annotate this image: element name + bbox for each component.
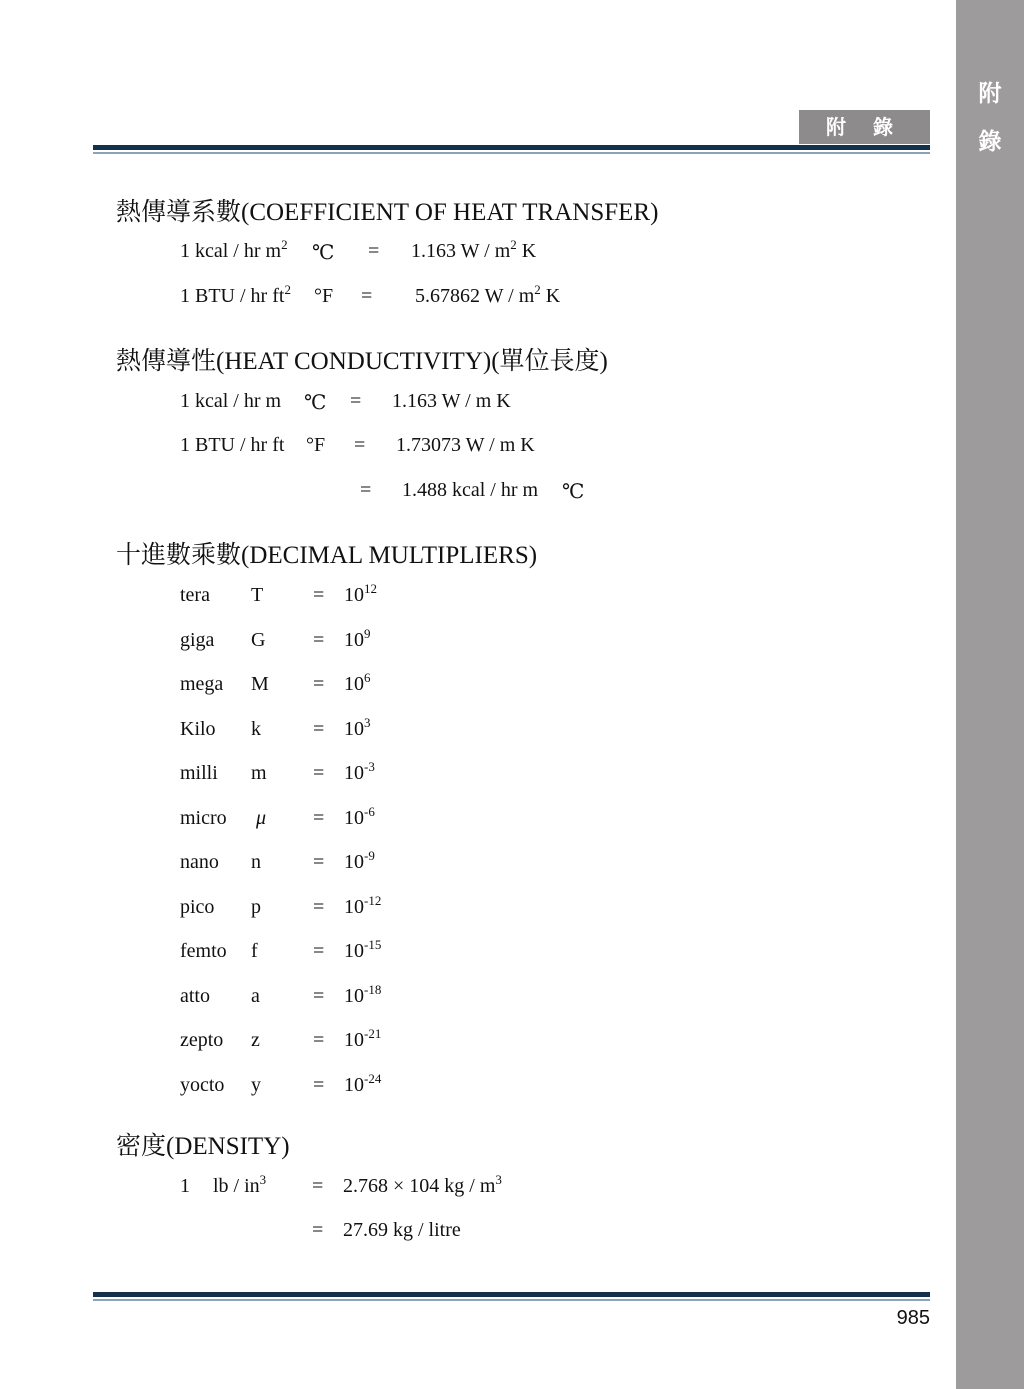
multiplier-symbol: y xyxy=(251,1074,261,1096)
multiplier-prefix: femto xyxy=(180,940,227,962)
row-equals: = xyxy=(312,1219,324,1241)
side-tab-char: 錄 xyxy=(978,129,1002,155)
multiplier-symbol: G xyxy=(251,629,266,651)
multiplier-symbol: M xyxy=(251,673,269,695)
multiplier-equals: = xyxy=(313,718,325,740)
row-equals: = xyxy=(354,434,366,456)
multiplier-symbol: p xyxy=(251,896,261,918)
section-title-heat-conductivity: 熱傳導性(HEAT CONDUCTIVITY)(單位長度) xyxy=(116,348,608,375)
multiplier-value: $10^{-18}$ xyxy=(344,982,382,1007)
row-unit: ℃ xyxy=(562,481,585,503)
side-tab-char: 附 xyxy=(978,81,1002,107)
side-chapter-tab xyxy=(956,0,1024,1389)
row-equals: = xyxy=(360,479,372,501)
multiplier-equals: = xyxy=(313,851,325,873)
multiplier-equals: = xyxy=(313,673,325,695)
multiplier-value: $10^{-9}$ xyxy=(344,848,375,873)
row-rhs: 1.73073 W / m K xyxy=(396,434,535,456)
multiplier-symbol: a xyxy=(251,985,260,1007)
page-number: 985 xyxy=(896,1307,930,1329)
row-rhs: 1.163 W / m K xyxy=(392,390,511,412)
row-equals: = xyxy=(312,1175,324,1197)
multiplier-symbol: f xyxy=(251,940,258,962)
section-title-decimal-multipliers: 十進數乘數(DECIMAL MULTIPLIERS) xyxy=(116,542,538,569)
row-lhs: 1 kcal / hr $m^2$ xyxy=(180,237,288,262)
multiplier-prefix: Kilo xyxy=(180,718,216,740)
row-rhs: 1.488 kcal / hr m xyxy=(402,479,539,501)
row-equals: = xyxy=(361,285,373,307)
multiplier-symbol: μ xyxy=(256,807,267,829)
multiplier-prefix: pico xyxy=(180,896,215,918)
row-lhs: 1 kcal / hr m xyxy=(180,390,282,412)
multiplier-value: $10^{12}$ xyxy=(344,581,377,606)
row-rhs: 2.768 × 104 kg / $m^3$ xyxy=(343,1172,502,1197)
section-title-heat-transfer: 熱傳導系數(COEFFICIENT OF HEAT TRANSFER) xyxy=(116,199,659,226)
multiplier-prefix: milli xyxy=(180,762,218,784)
row-unit: ℃ xyxy=(304,392,327,414)
multiplier-symbol: T xyxy=(251,584,264,606)
multiplier-equals: = xyxy=(313,940,325,962)
multiplier-prefix: yocto xyxy=(180,1074,225,1096)
multiplier-symbol: z xyxy=(251,1029,260,1051)
row-rhs: 5.67862 W / $m^2$ K xyxy=(415,282,561,307)
multiplier-value: $10^{-6}$ xyxy=(344,804,375,829)
multiplier-prefix: tera xyxy=(180,584,210,606)
multiplier-prefix: giga xyxy=(180,629,215,651)
side-tab-label xyxy=(956,70,1024,166)
multiplier-prefix: atto xyxy=(180,985,210,1007)
row-lhs: 1 BTU / hr ft xyxy=(180,434,285,456)
row-unit: ℃ xyxy=(312,242,335,264)
multiplier-equals: = xyxy=(313,1029,325,1051)
section-title-density: 密度(DENSITY) xyxy=(116,1133,290,1160)
section-header-label: 附 錄 xyxy=(799,110,930,144)
row-equals: = xyxy=(368,240,380,262)
multiplier-prefix: micro xyxy=(180,807,227,829)
header-rule xyxy=(93,145,930,154)
multiplier-value: $10^{-15}$ xyxy=(344,937,382,962)
row-lhs: 1 BTU / hr $ft^2$ xyxy=(180,282,291,307)
row-qty: 1 xyxy=(180,1175,190,1197)
multiplier-value: $10^{-24}$ xyxy=(344,1071,382,1096)
multiplier-prefix: nano xyxy=(180,851,219,873)
multiplier-value: $10^{-3}$ xyxy=(344,759,375,784)
multiplier-symbol: k xyxy=(251,718,261,740)
multiplier-value: $10^3$ xyxy=(344,715,371,740)
multiplier-equals: = xyxy=(313,762,325,784)
multiplier-value: $10^{-21}$ xyxy=(344,1026,382,1051)
row-rhs: 1.163 W / $m^2$ K xyxy=(411,237,537,262)
footer-rule xyxy=(93,1292,930,1301)
multiplier-prefix: mega xyxy=(180,673,224,695)
multiplier-equals: = xyxy=(313,629,325,651)
multiplier-prefix: zepto xyxy=(180,1029,224,1051)
multiplier-value: $10^{-12}$ xyxy=(344,893,382,918)
multiplier-equals: = xyxy=(313,896,325,918)
multiplier-symbol: m xyxy=(251,762,267,784)
multiplier-value: $10^9$ xyxy=(344,626,371,651)
row-equals: = xyxy=(350,390,362,412)
row-unit: °F xyxy=(306,434,326,456)
multiplier-equals: = xyxy=(313,1074,325,1096)
multiplier-equals: = xyxy=(313,584,325,606)
row-unit: °F xyxy=(314,285,334,307)
multiplier-equals: = xyxy=(313,807,325,829)
row-lhs: lb / $in^3$ xyxy=(213,1172,267,1197)
row-rhs: 27.69 kg / litre xyxy=(343,1219,461,1241)
multiplier-value: $10^6$ xyxy=(344,670,371,695)
multiplier-equals: = xyxy=(313,985,325,1007)
multiplier-symbol: n xyxy=(251,851,261,873)
